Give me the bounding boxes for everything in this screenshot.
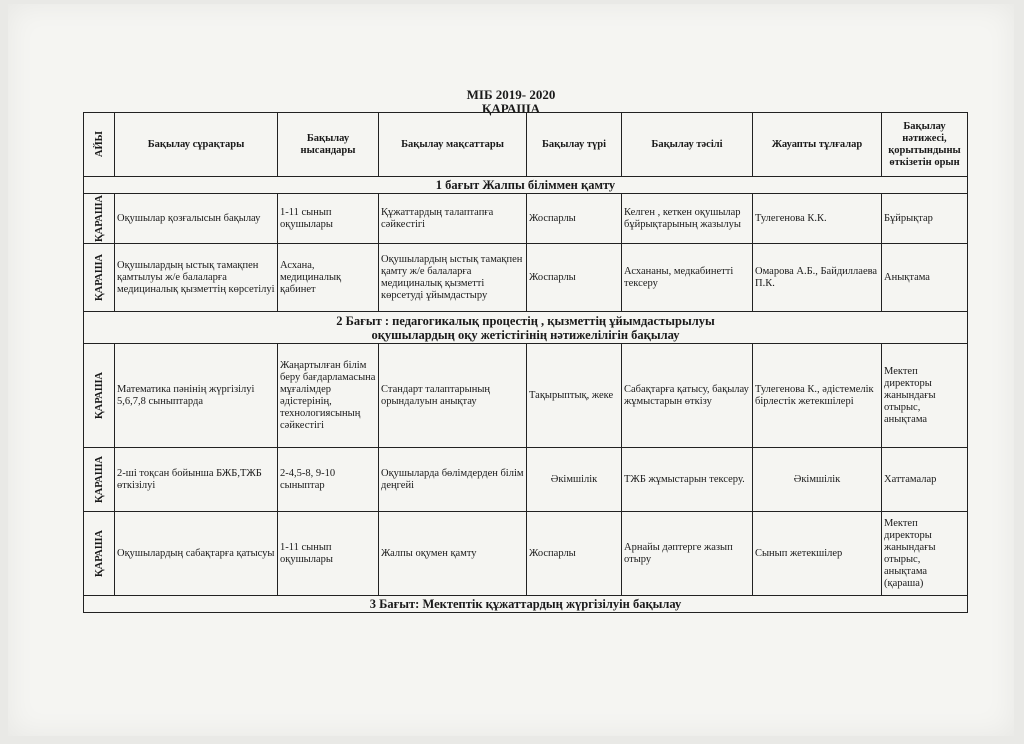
document-subtitle: ҚАРАША bbox=[481, 101, 541, 116]
result-cell: Бұйрықтар bbox=[882, 194, 968, 244]
goal-cell: Стандарт талаптарының орындалуын анықтау bbox=[379, 344, 527, 448]
type-cell: Әкімшілік bbox=[527, 448, 622, 512]
object-cell: 2-4,5-8, 9-10 сыныптар bbox=[278, 448, 379, 512]
col-header-objects: Бақылау нысандары bbox=[278, 113, 379, 177]
col-header-method: Бақылау тәсілі bbox=[622, 113, 753, 177]
section-title-2: 2 Бағыт : педагогикалық процестің , қызметтің ұйымдастырылуы оқушылардың оқу жетістігінің нәтижелілігін бақылау bbox=[84, 312, 968, 344]
method-cell: Арнайы дәптерге жазып отыру bbox=[622, 512, 753, 596]
goal-cell: Оқушыларда бөлімдерден білім деңгейі bbox=[379, 448, 527, 512]
col-header-type: Бақылау түрі bbox=[527, 113, 622, 177]
question-cell: 2-ші тоқсан бойынша БЖБ,ТЖБ өткізілуі bbox=[115, 448, 278, 512]
month-cell: ҚАРАША bbox=[84, 448, 115, 512]
responsible-cell: Омарова А.Б., Байдиллаева П.К. bbox=[753, 244, 882, 312]
question-cell: Оқушылар қозғалысын бақылау bbox=[115, 194, 278, 244]
result-cell: Анықтама bbox=[882, 244, 968, 312]
result-cell: Хаттамалар bbox=[882, 448, 968, 512]
type-cell: Жоспарлы bbox=[527, 244, 622, 312]
table-row bbox=[84, 244, 968, 312]
document-title: МІБ 2019- 2020 bbox=[466, 87, 556, 102]
section-row-3 bbox=[84, 596, 968, 613]
method-cell: Асхананы, медкабинетті тексеру bbox=[622, 244, 753, 312]
method-cell: Келген , кеткен оқушылар бұйрықтарының жазылуы bbox=[622, 194, 753, 244]
col-header-month: АЙЫ bbox=[84, 113, 115, 177]
object-cell: 1-11 сынып оқушылары bbox=[278, 512, 379, 596]
goal-cell: Оқушылардың ыстық тамақпен қамту ж/е балаларға медициналық қызметті көрсетуді ұйымдастыру bbox=[379, 244, 527, 312]
method-cell: Сабақтарға қатысу, бақылау жұмыстарын өткізу bbox=[622, 344, 753, 448]
table-row bbox=[84, 512, 968, 596]
responsible-cell: Сынып жетекшілер bbox=[753, 512, 882, 596]
month-cell: ҚАРАША bbox=[84, 512, 115, 596]
object-cell: 1-11 сынып оқушылары bbox=[278, 194, 379, 244]
goal-cell: Жалпы оқумен қамту bbox=[379, 512, 527, 596]
question-cell: Оқушылардың ыстық тамақпен қамтылуы ж/е балаларға медициналық қызметтің көрсетілуі bbox=[115, 244, 278, 312]
object-cell: Жаңартылған білім беру бағдарламасына мұғалімдер әдістерінің, технологиясының сәйкестігі bbox=[278, 344, 379, 448]
table-row bbox=[84, 448, 968, 512]
col-header-responsible: Жауапты тұлғалар bbox=[753, 113, 882, 177]
responsible-cell: Тулегенова К., әдістемелік бірлестік жетекшілері bbox=[753, 344, 882, 448]
control-plan-table bbox=[83, 112, 968, 613]
question-cell: Оқушылардың сабақтарға қатысуы bbox=[115, 512, 278, 596]
section-title-1: 1 бағыт Жалпы біліммен қамту bbox=[84, 177, 968, 194]
type-cell: Жоспарлы bbox=[527, 512, 622, 596]
type-cell: Тақырыптық, жеке bbox=[527, 344, 622, 448]
responsible-cell: Тулегенова К.К. bbox=[753, 194, 882, 244]
method-cell: ТЖБ жұмыстарын тексеру. bbox=[622, 448, 753, 512]
question-cell: Математика пәнінің жүргізілуі 5,6,7,8 сыныптарда bbox=[115, 344, 278, 448]
month-cell: ҚАРАША bbox=[84, 344, 115, 448]
type-cell: Жоспарлы bbox=[527, 194, 622, 244]
table-header-row bbox=[84, 113, 968, 177]
result-cell: Мектеп директоры жанындағы отырыс, анықтама bbox=[882, 344, 968, 448]
object-cell: Асхана, медициналық қабинет bbox=[278, 244, 379, 312]
month-cell: ҚАРАША bbox=[84, 244, 115, 312]
section-title-3: 3 Бағыт: Мектептік құжаттардың жүргізілуін бақылау bbox=[84, 596, 968, 613]
col-header-result: Бақылау нәтижесі, қорытындыны өткізетін орын bbox=[882, 113, 968, 177]
section-row-2 bbox=[84, 312, 968, 344]
col-header-goals: Бақылау мақсаттары bbox=[379, 113, 527, 177]
result-cell: Мектеп директоры жанындағы отырыс, анықтама (қараша) bbox=[882, 512, 968, 596]
responsible-cell: Әкімшілік bbox=[753, 448, 882, 512]
table-row bbox=[84, 194, 968, 244]
section-row-1 bbox=[84, 177, 968, 194]
goal-cell: Құжаттардың талаптапға сәйкестігі bbox=[379, 194, 527, 244]
table-row bbox=[84, 344, 968, 448]
col-header-questions: Бақылау сұрақтары bbox=[115, 113, 278, 177]
month-cell: ҚАРАША bbox=[84, 194, 115, 244]
